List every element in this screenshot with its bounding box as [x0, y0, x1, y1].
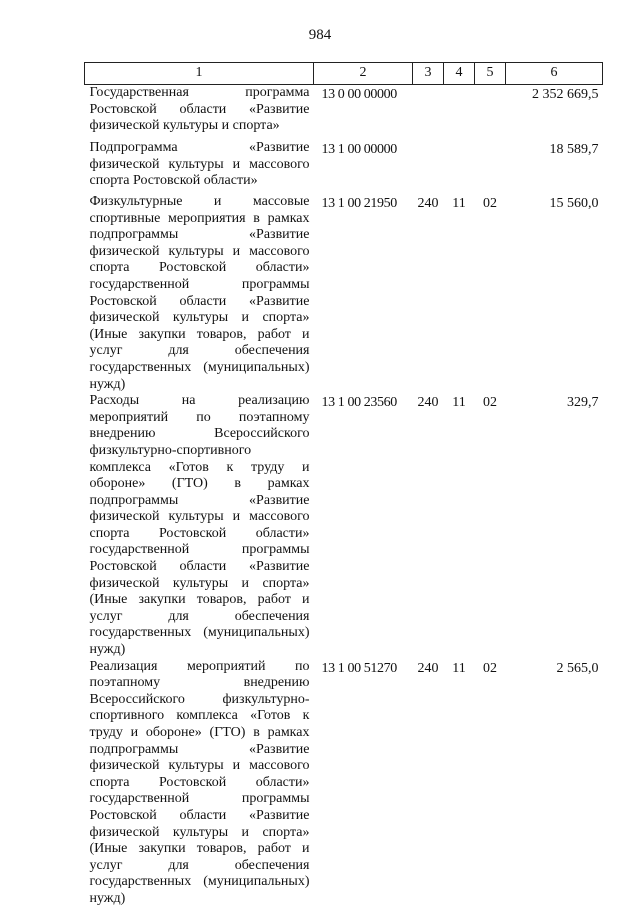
- table-row: [85, 393, 603, 659]
- row-code: 13 1 00 51270: [321, 660, 397, 676]
- row-code: 13 0 00 00000: [321, 87, 397, 102]
- row-name: Физкультурные и массовые спортивные мероприятия в рамках подпрограммы «Развитие физической культуры и массового спорта Ростовской области» государственной программы Ростовской области «Развитие физической культуры и спорта» (Иные закупки товаров, работ и услуг для обеспечения государственных (муниципальных) нужд): [89, 194, 310, 392]
- table-header: [85, 63, 603, 85]
- row-vr: [413, 85, 444, 141]
- row-name: Подпрограмма «Развитие физической культуры и массового спорта Ростовской области»: [89, 140, 310, 189]
- row-name: Реализация мероприятий по поэтапному внедрению Всероссийского физкультурно-спортивного комплекса «Готов к труду и обороне» (ГТО) в рамках подпрограммы «Развитие физической культуры и массового спорта Ростовской области» государственной программы Ростовской области «Развитие физической культуры и спорта» (Иные закупки товаров, работ и услуг для обеспечения государственных (муниципальных) нужд): [89, 658, 310, 906]
- row-vr: 240: [417, 660, 439, 676]
- row-pr: 02: [483, 660, 497, 676]
- row-pr: [475, 85, 506, 141]
- table-row: [85, 659, 603, 908]
- row-pr: 02: [483, 395, 497, 411]
- header-col-1: 1: [85, 63, 314, 85]
- header-col-3: 3: [413, 63, 444, 85]
- budget-table: [84, 62, 603, 908]
- row-pr: [475, 140, 506, 194]
- row-name: Государственная программа Ростовской области «Развитие физической культуры и спорта»: [89, 85, 310, 134]
- header-col-2: 2: [314, 63, 413, 85]
- row-vr: 240: [417, 395, 439, 411]
- row-code: 13 1 00 00000: [321, 142, 397, 157]
- row-rz: 11: [452, 196, 466, 211]
- row-rz: 11: [452, 395, 466, 411]
- row-vr: 240: [417, 196, 439, 211]
- row-vr: [413, 140, 444, 194]
- row-rz: [444, 140, 475, 194]
- row-amount: 15 560,0: [549, 196, 599, 211]
- row-amount: 18 589,7: [549, 142, 599, 157]
- table-body: [85, 85, 603, 908]
- row-code: 13 1 00 21950: [321, 196, 397, 211]
- row-name: Расходы на реализацию мероприятий по поэтапному внедрению Всероссийского физкультурно-спортивного комплекса «Готов к труду и обороне» (ГТО) в рамках подпрограммы «Развитие физической культуры и массового спорта Ростовской области» государственной программы Ростовской области «Развитие физической культуры и спорта» (Иные закупки товаров, работ и услуг для обеспечения государственных (муниципальных) нужд): [89, 393, 310, 658]
- header-row: [85, 63, 603, 85]
- table-row: [85, 140, 603, 194]
- row-amount: 2 565,0: [556, 660, 599, 676]
- page-number: 984: [308, 27, 332, 43]
- header-col-5: 5: [475, 63, 506, 85]
- table-row: [85, 85, 603, 141]
- row-rz: 11: [452, 660, 466, 676]
- header-col-6: 6: [506, 63, 603, 85]
- row-amount: 329,7: [567, 395, 599, 411]
- table-row: [85, 194, 603, 393]
- row-pr: 02: [483, 196, 497, 211]
- row-code: 13 1 00 23560: [321, 395, 397, 411]
- row-rz: [444, 85, 475, 141]
- header-col-4: 4: [444, 63, 475, 85]
- row-amount: 2 352 669,5: [532, 87, 599, 102]
